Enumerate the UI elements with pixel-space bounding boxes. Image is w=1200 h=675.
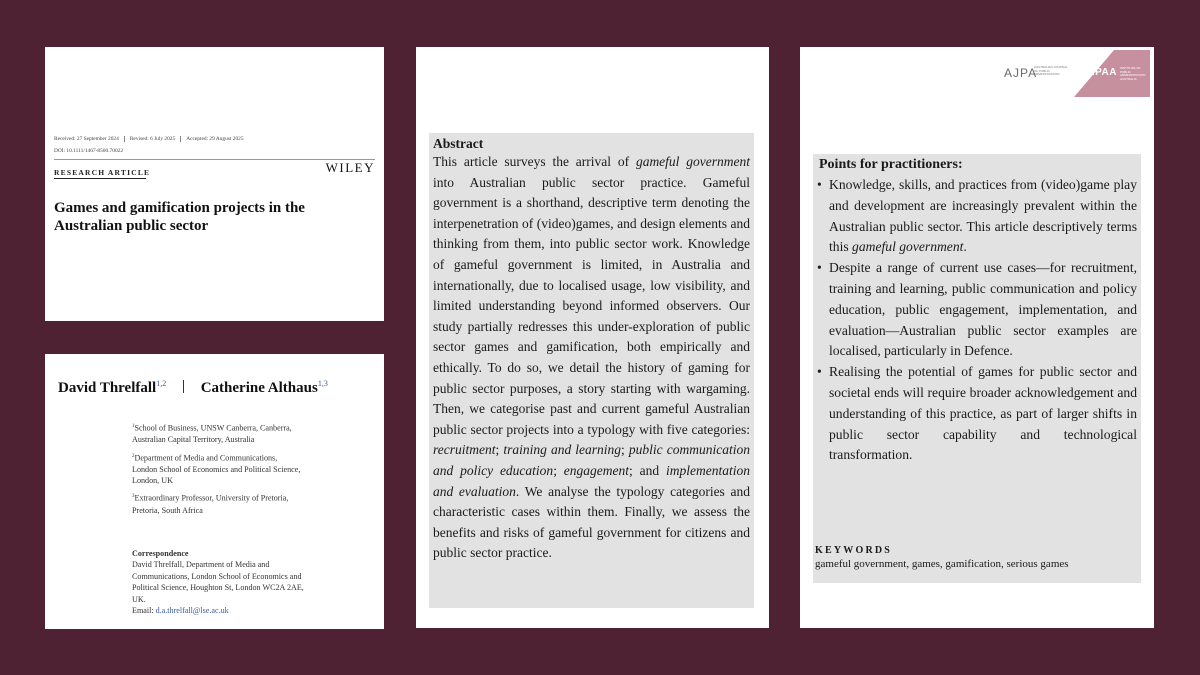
practitioners-panel bbox=[800, 47, 1154, 628]
revised-date: Revised: 6 July 2025 bbox=[129, 136, 176, 143]
author-line bbox=[58, 379, 328, 397]
email-line bbox=[132, 605, 307, 616]
front-page-panel bbox=[45, 47, 384, 321]
accepted-date: Accepted: 29 August 2025 bbox=[186, 136, 244, 143]
submission-dates bbox=[54, 136, 244, 142]
affiliation-text: School of Business, UNSW Canberra, Canberra, Australian Capital Territory, Australia bbox=[132, 423, 292, 445]
correspondence bbox=[132, 548, 307, 616]
abstract-text-segment: ; bbox=[495, 442, 504, 458]
affiliation-item bbox=[132, 421, 302, 446]
abstract-text-segment: This article surveys the arrival of bbox=[433, 154, 636, 169]
affiliation-number: 1 bbox=[132, 424, 135, 429]
correspondence-heading: Correspondence bbox=[132, 549, 189, 558]
author-affiliation-marker[interactable]: 1,3 bbox=[317, 379, 328, 388]
email-link[interactable]: d.a.threlfall@lse.ac.uk bbox=[155, 606, 229, 616]
abstract-heading: Abstract bbox=[433, 136, 484, 151]
affiliation-item bbox=[132, 451, 302, 487]
author-name: David Threlfall bbox=[58, 380, 157, 396]
ipaa-logo-subtitle: INSTITUTE OF PUBLIC ADMINISTRATION AUSTRALIA bbox=[1120, 66, 1146, 81]
ipaa-logo: IPAA bbox=[1091, 67, 1117, 78]
keywords-box bbox=[813, 531, 1141, 583]
abstract-italic-term: gameful government bbox=[635, 154, 750, 169]
email-label: Email: bbox=[132, 606, 156, 616]
affiliation-item bbox=[132, 491, 302, 516]
abstract-italic-term: public communication and policy education bbox=[433, 442, 750, 478]
affiliation-number: 3 bbox=[132, 494, 135, 500]
bullet-text: . bbox=[963, 239, 967, 255]
practitioner-points-heading: Points for practitioners: bbox=[819, 157, 963, 172]
abstract-italic-term: engagement bbox=[563, 462, 630, 478]
practitioner-points-list bbox=[817, 175, 1137, 466]
abstract-italic-term: recruitment bbox=[433, 442, 496, 458]
date-separator bbox=[180, 136, 181, 142]
list-item bbox=[817, 175, 1137, 258]
keywords-text: gameful government, games, gamification, serious games bbox=[815, 558, 1069, 570]
author-separator bbox=[183, 380, 184, 393]
article-type: RESEARCH ARTICLE bbox=[54, 168, 151, 177]
bullet-italic-term: gameful government bbox=[852, 239, 964, 255]
abstract-text-segment: ; and bbox=[629, 462, 666, 478]
practitioner-points-box bbox=[813, 154, 1141, 531]
list-item: • Despite a range of current use cases—for recruitment, training and learning, public communication and policy education, public engagement, implementation, and evaluation—Australian public sector examples are localised, particularly in Defence. bbox=[817, 258, 1137, 362]
journal-logos bbox=[1004, 50, 1150, 97]
affiliation-text: Extraordinary Professor, University of Pretoria, Pretoria, South Africa bbox=[132, 494, 289, 515]
author-name: Catherine Althaus bbox=[200, 380, 318, 396]
abstract-italic-term: implementation and evaluation bbox=[433, 462, 750, 499]
abstract-italic-term: training and learning bbox=[503, 442, 622, 458]
abstract-text-segment: ; bbox=[553, 462, 564, 478]
doi[interactable]: DOI: 10.1111/1467-8500.70022 bbox=[54, 148, 124, 154]
ajpa-logo-subtitle: AUSTRALIAN JOURNAL OF PUBLIC ADMINISTRATION bbox=[1034, 65, 1068, 76]
authors-panel bbox=[45, 354, 384, 629]
abstract-text-segment: into Australian public sector practice. Gameful government is a shorthand, descriptive term denoting the interpenetration of (video)games, and design elements and thinking from them, into public sector work. Knowledge of gameful government is limited, in Australia and internationally, due to localised usage, low visibility, and limited understanding beyond informed observers. Our study partially redresses this under-exploration of public sector games and gamification, both empirically and ethically. To do so, we detail the history of gaming for public sector purposes, a story starting with wargaming. Then, we categorise past and current gameful Australian public sector projects into a typology with five categories: bbox=[433, 174, 750, 437]
article-title: Games and gamification projects in the Australian public sector bbox=[54, 200, 305, 234]
abstract-text bbox=[433, 152, 750, 564]
publisher-logo: WILEY bbox=[325, 160, 375, 175]
affiliations bbox=[132, 421, 302, 521]
correspondence-address: David Threlfall, Department of Media and Communications, London School of Economics and Political Science, Houghton St, London WC2A 2AE, UK. bbox=[132, 560, 304, 604]
list-item: • Realising the potential of games for public sector and societal ends will require broader acknowledgement and understanding of this practice, as part of larger shifts in public sector capability and technological transformation. bbox=[817, 362, 1137, 466]
abstract-panel bbox=[416, 47, 769, 628]
affiliation-text: Department of Media and Communications, London School of Economics and Political Science, London, UK bbox=[132, 453, 301, 485]
affiliation-number: 2 bbox=[132, 453, 135, 459]
abstract-text-segment: ; bbox=[621, 442, 629, 458]
ajpa-logo: AJPA bbox=[1004, 66, 1038, 80]
date-separator bbox=[124, 136, 125, 142]
keywords-heading: KEYWORDS bbox=[815, 545, 893, 556]
article-type-underline bbox=[54, 178, 146, 179]
abstract-box bbox=[429, 133, 754, 608]
abstract-text-segment: . We analyse the typology categories and characteristic cases within them. Finally, we assess the benefits and risks of gameful government for citizens and public sector practice. bbox=[433, 483, 750, 561]
bullet-text: Knowledge, skills, and practices from (video)game play and development are increasingly prevalent within the Australian public sector. This article descriptively terms this bbox=[829, 177, 1137, 255]
received-date: Received: 27 September 2024 bbox=[54, 136, 119, 143]
author-affiliation-marker[interactable]: 1,2 bbox=[156, 379, 167, 388]
